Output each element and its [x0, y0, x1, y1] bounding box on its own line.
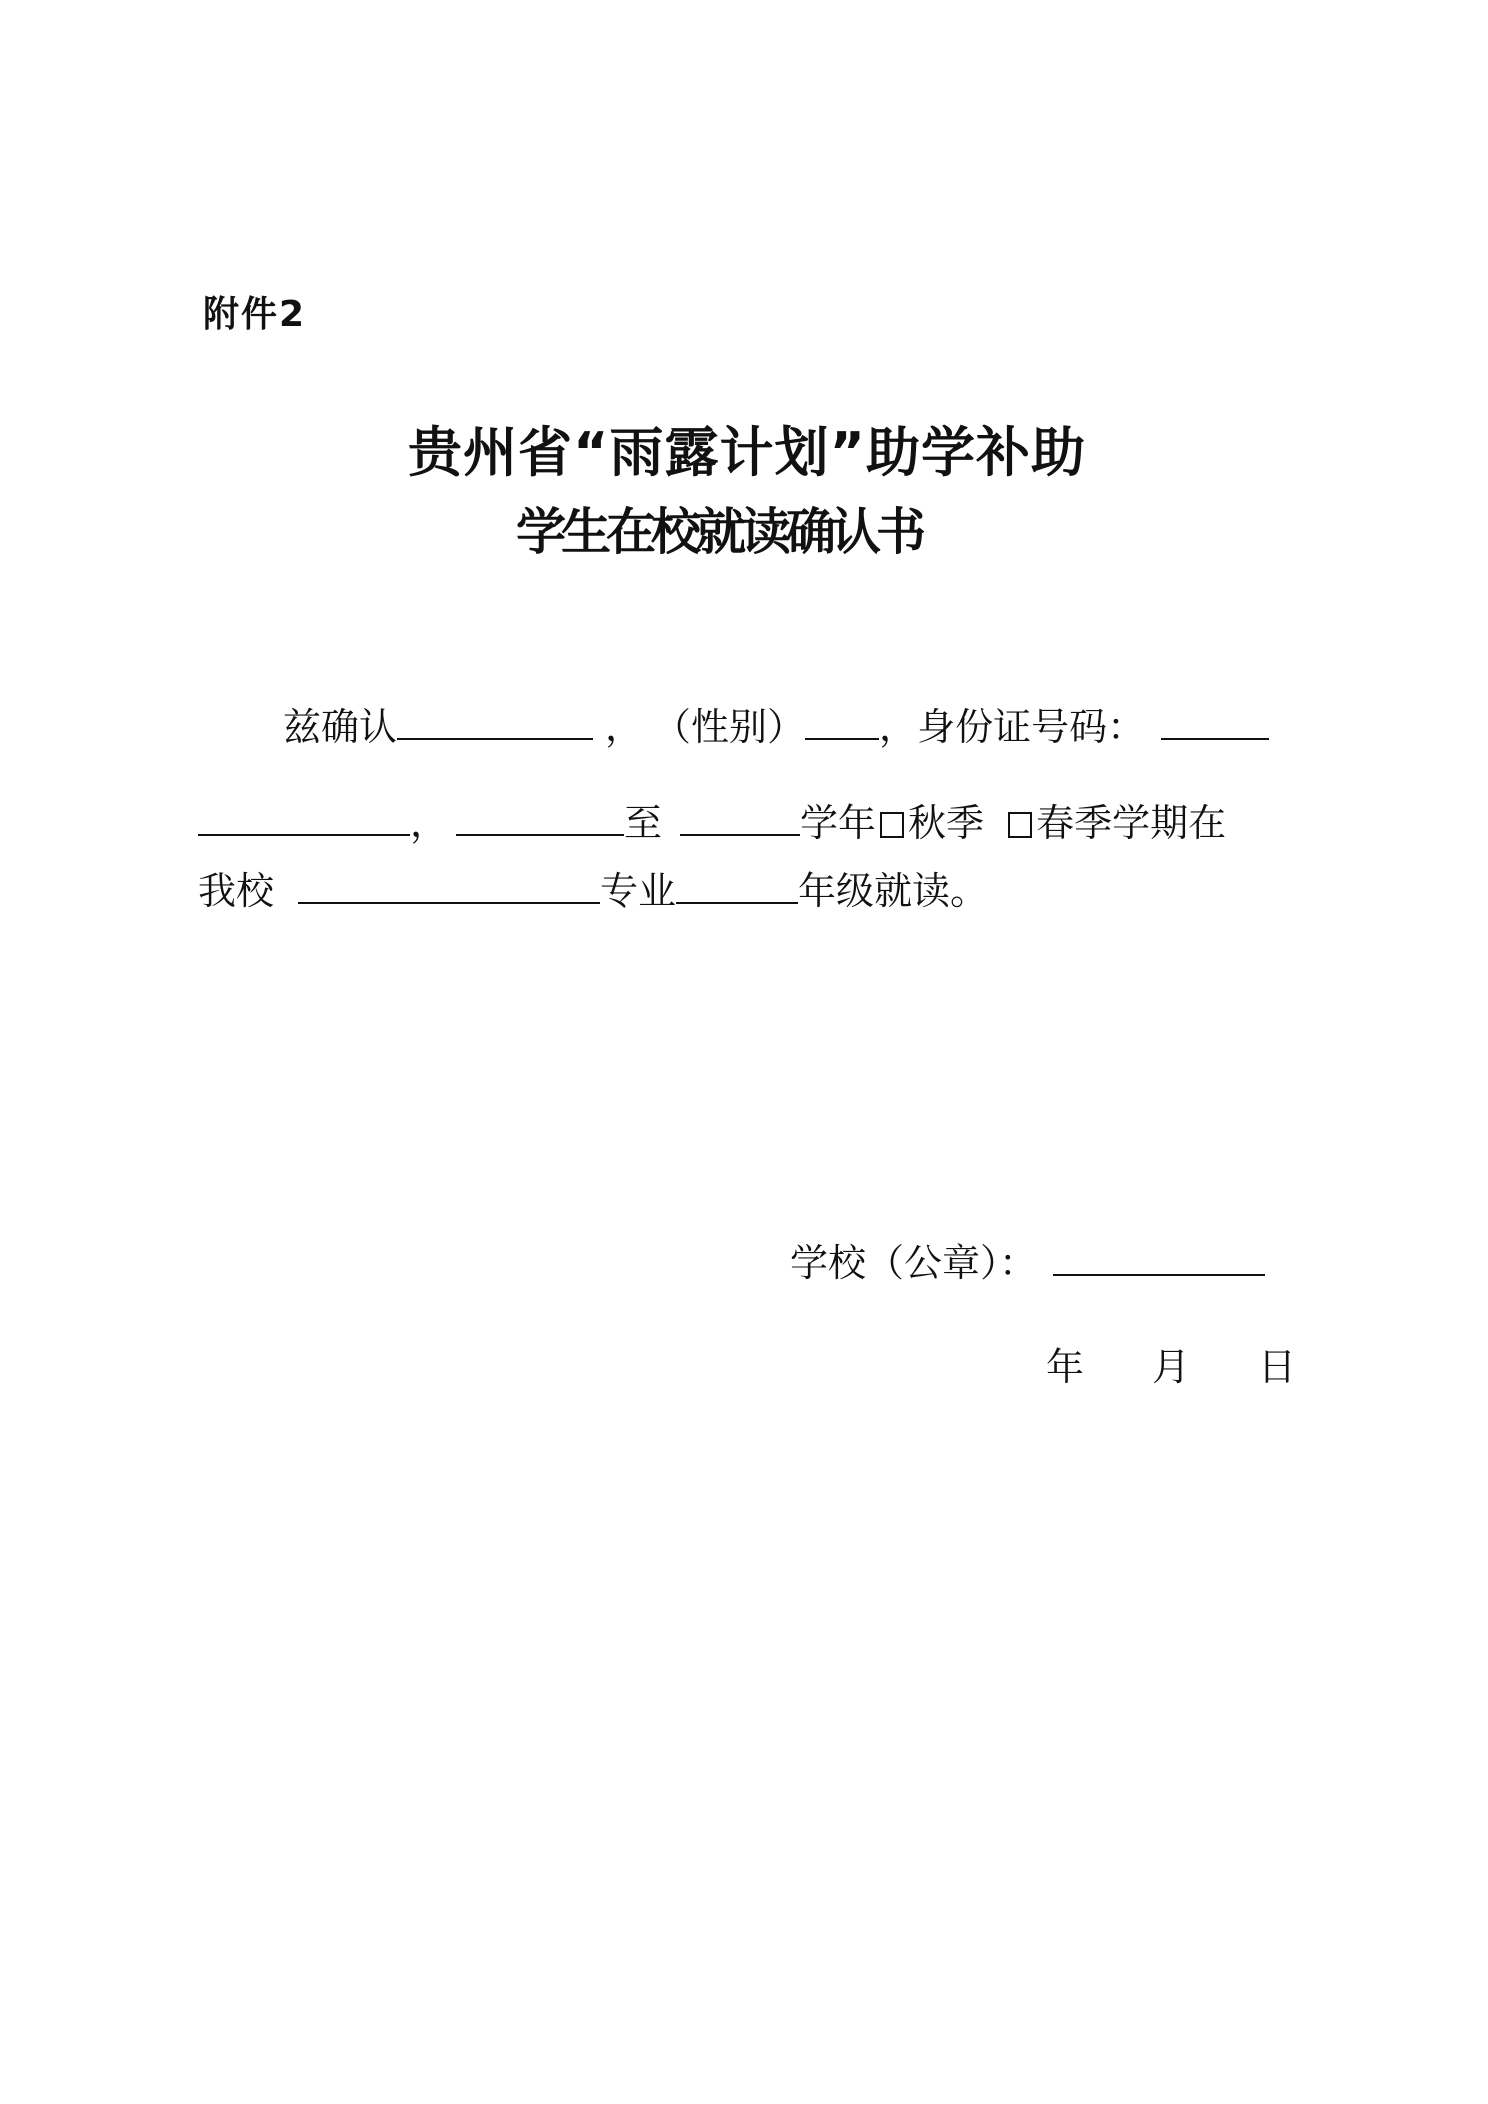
- autumn-checkbox[interactable]: [880, 812, 904, 838]
- year-label: 年: [1046, 1345, 1085, 1389]
- end-year-blank[interactable]: [680, 796, 800, 836]
- to-label: 至: [624, 801, 663, 845]
- body-line-2: [198, 796, 1226, 846]
- body-line-3: [198, 864, 988, 914]
- day-label: 日: [1258, 1345, 1297, 1389]
- school-seal-blank[interactable]: [1053, 1236, 1265, 1276]
- date-line: [1046, 1336, 1296, 1391]
- gender-label: （性别）: [653, 705, 806, 749]
- confirm-prefix: 兹确认: [283, 705, 398, 749]
- grade-reading-label: 年级就读。: [798, 869, 989, 913]
- document-title-line1: 贵州省“雨露计划”助学补助: [408, 421, 1086, 484]
- comma-3: ，: [410, 801, 449, 845]
- document-title-line2: 学生在校就读确认书: [516, 503, 921, 561]
- school-seal-line: [790, 1232, 1265, 1287]
- id-label: 身份证号码：: [917, 705, 1146, 749]
- school-seal-label: 学校（公章）：: [790, 1241, 1038, 1285]
- attachment-label: 附件2: [203, 294, 307, 335]
- major-blank[interactable]: [298, 864, 600, 904]
- spring-label: 春季学期在: [1036, 801, 1227, 845]
- spring-checkbox[interactable]: [1008, 812, 1032, 838]
- month-label: 月: [1152, 1345, 1191, 1389]
- start-year-blank[interactable]: [456, 796, 624, 836]
- name-blank[interactable]: [397, 700, 593, 740]
- id-number-blank-start[interactable]: [1161, 700, 1269, 740]
- comma-2: ，: [879, 705, 918, 749]
- major-label: 专业: [600, 869, 677, 913]
- body-line-1: [283, 700, 1269, 750]
- comma-1: ，: [605, 705, 644, 749]
- id-number-blank-end[interactable]: [198, 796, 410, 836]
- grade-blank[interactable]: [676, 864, 798, 904]
- our-school-label: 我校: [198, 869, 275, 913]
- autumn-label: 秋季: [908, 801, 985, 845]
- gender-blank[interactable]: [805, 700, 879, 740]
- school-year-label: 学年: [800, 801, 877, 845]
